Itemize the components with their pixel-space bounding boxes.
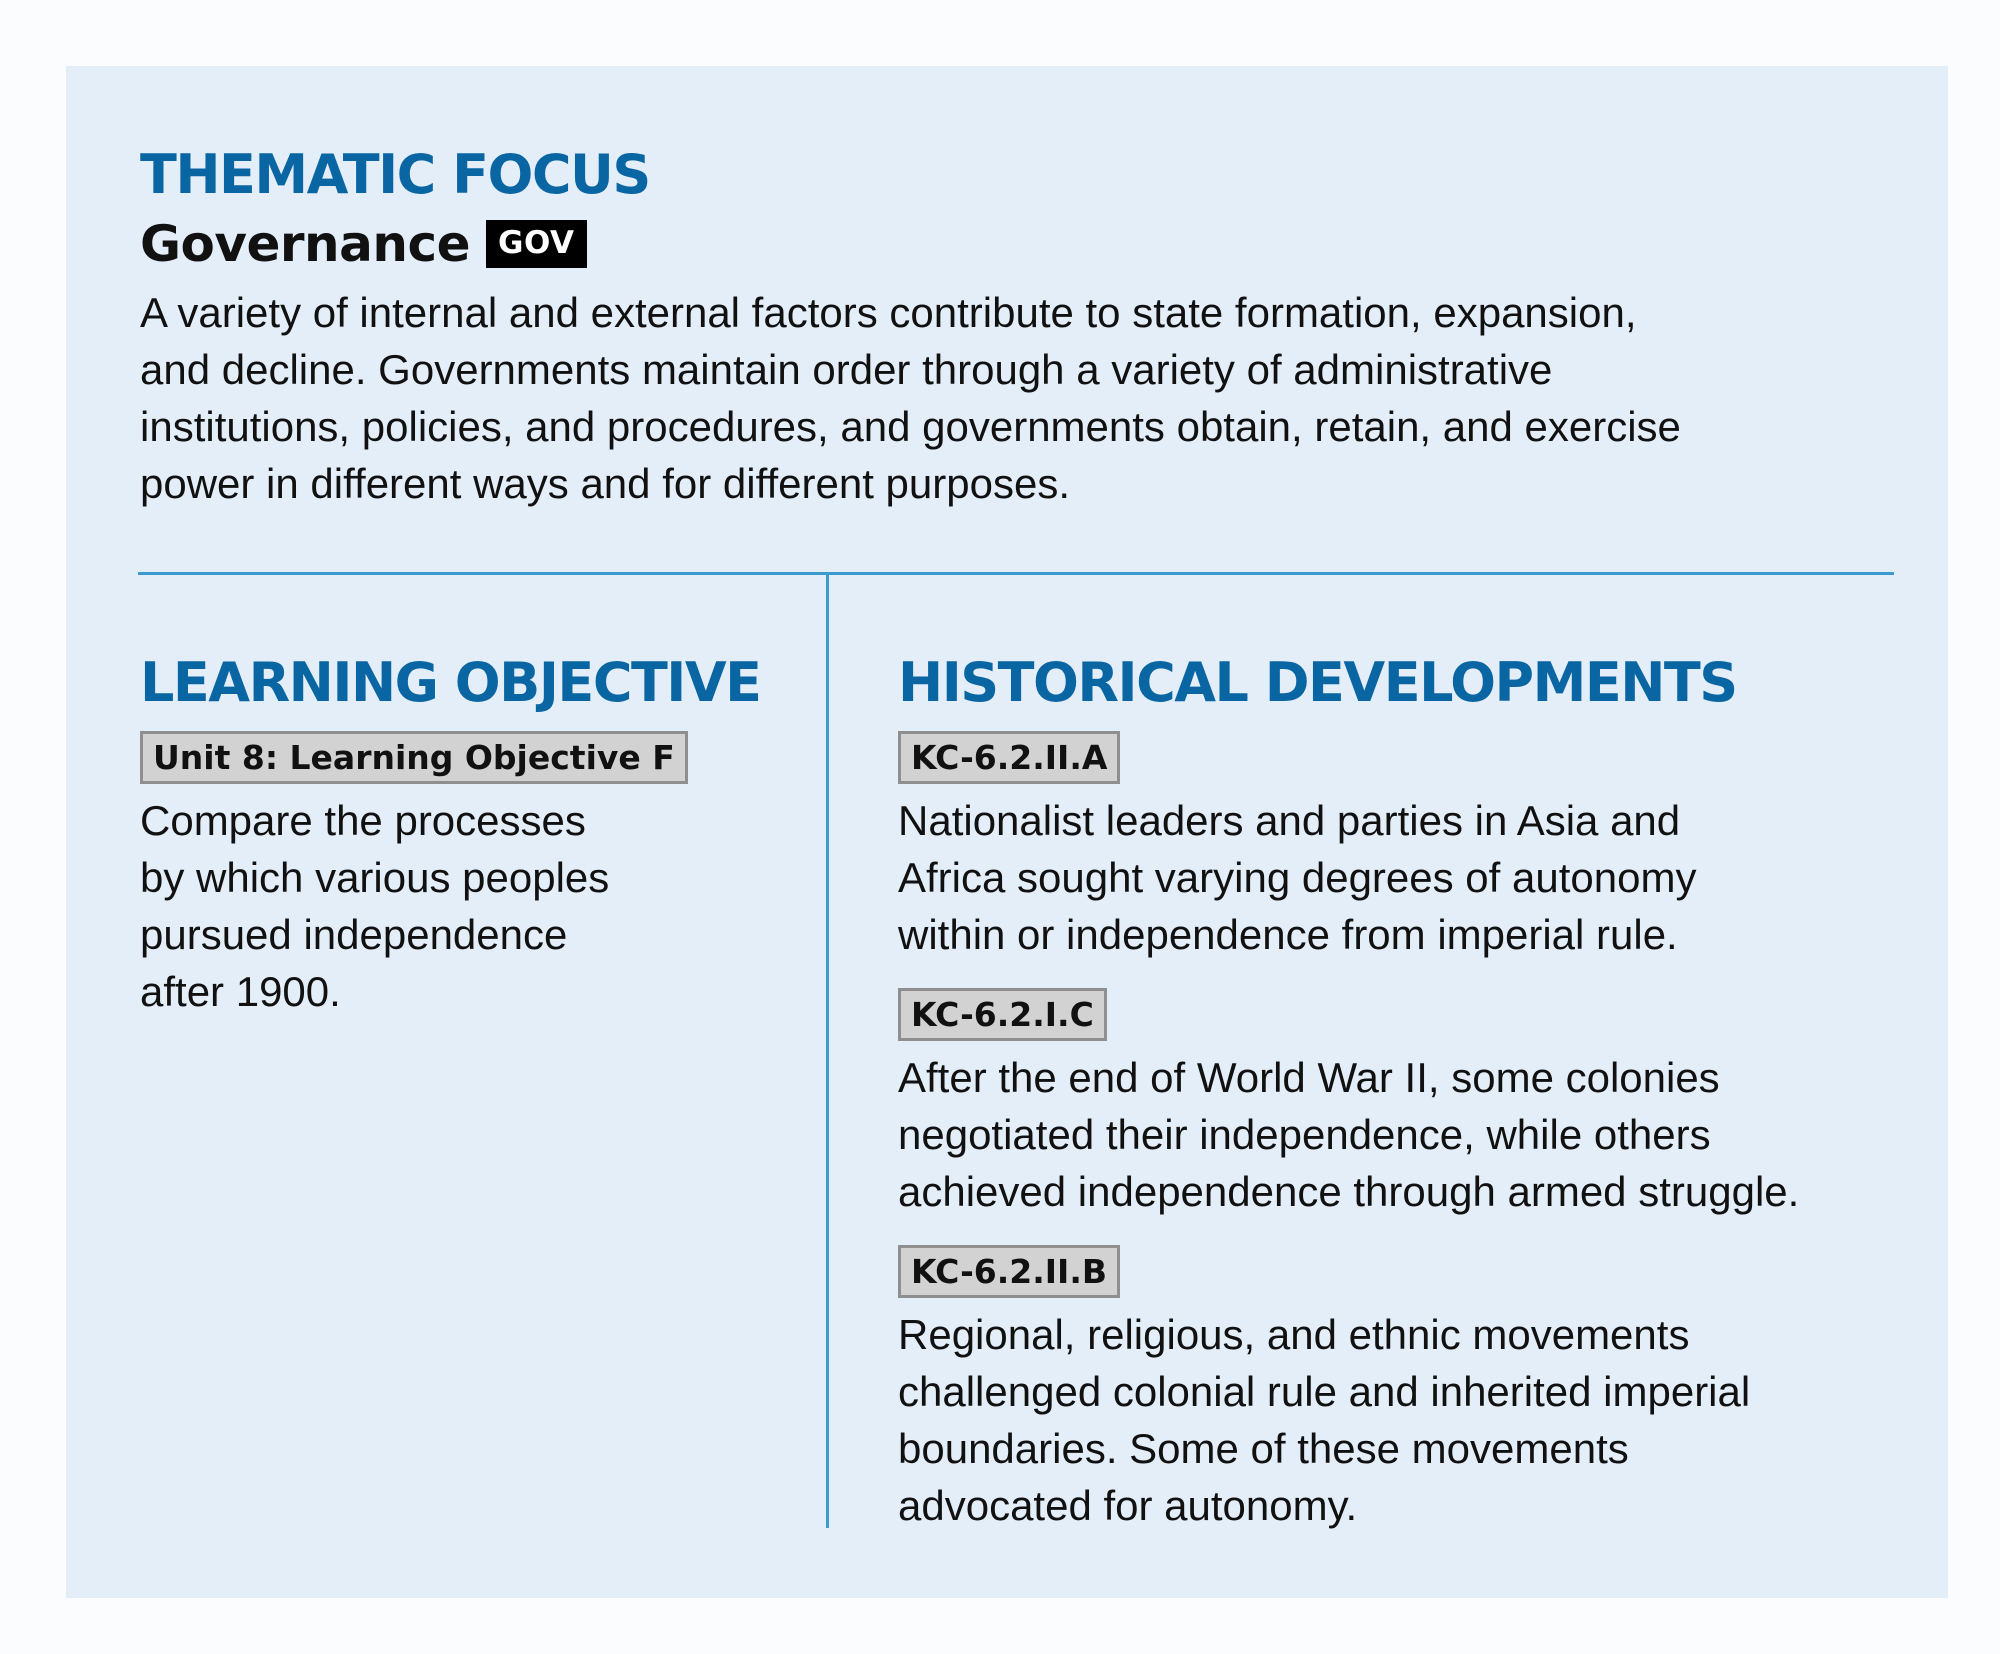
development-line: Nationalist leaders and parties in Asia and [898,797,1681,844]
development-line: negotiated their independence, while others [898,1111,1711,1158]
learning-objective-text [140,792,609,1020]
thematic-focus-heading: THEMATIC FOCUS [140,143,650,206]
description-line: institutions, policies, and procedures, and governments obtain, retain, and exercise [140,403,1681,450]
horizontal-divider [138,572,1894,575]
description-line: A variety of internal and external factors contribute to state formation, expansion, [140,289,1637,336]
theme-name: Governance [140,215,471,273]
development-line: achieved independence through armed struggle. [898,1168,1800,1215]
objective-line: after 1900. [140,968,341,1015]
development-line: After the end of World War II, some colonies [898,1054,1720,1101]
development-line: boundaries. Some of these movements [898,1425,1629,1472]
objective-line: by which various peoples [140,854,610,901]
development-line: challenged colonial rule and inherited imperial [898,1368,1751,1415]
vertical-divider [826,574,829,1528]
thematic-focus-description [140,284,1681,512]
theme-tag-badge: GOV [486,220,586,268]
historical-development-text [898,792,1696,963]
development-line: advocated for autonomy. [898,1482,1358,1529]
theme-row [140,211,587,277]
description-line: power in different ways and for different purposes. [140,460,1070,507]
historical-development-text [898,1049,1799,1220]
learning-objective-code-tag: Unit 8: Learning Objective F [140,731,688,784]
description-line: and decline. Governments maintain order through a variety of administrative [140,346,1553,393]
historical-development-text [898,1306,1750,1534]
learning-objective-heading: LEARNING OBJECTIVE [140,651,761,714]
development-line: Africa sought varying degrees of autonomy [898,854,1697,901]
kc-code-tag: KC-6.2.II.B [898,1245,1120,1298]
content-panel [66,66,1948,1598]
kc-code-tag: KC-6.2.II.A [898,731,1120,784]
historical-developments-heading: HISTORICAL DEVELOPMENTS [898,651,1737,714]
development-line: Regional, religious, and ethnic movements [898,1311,1690,1358]
kc-code-tag: KC-6.2.I.C [898,988,1107,1041]
objective-line: Compare the processes [140,797,586,844]
development-line: within or independence from imperial rule. [898,911,1678,958]
objective-line: pursued independence [140,911,568,958]
